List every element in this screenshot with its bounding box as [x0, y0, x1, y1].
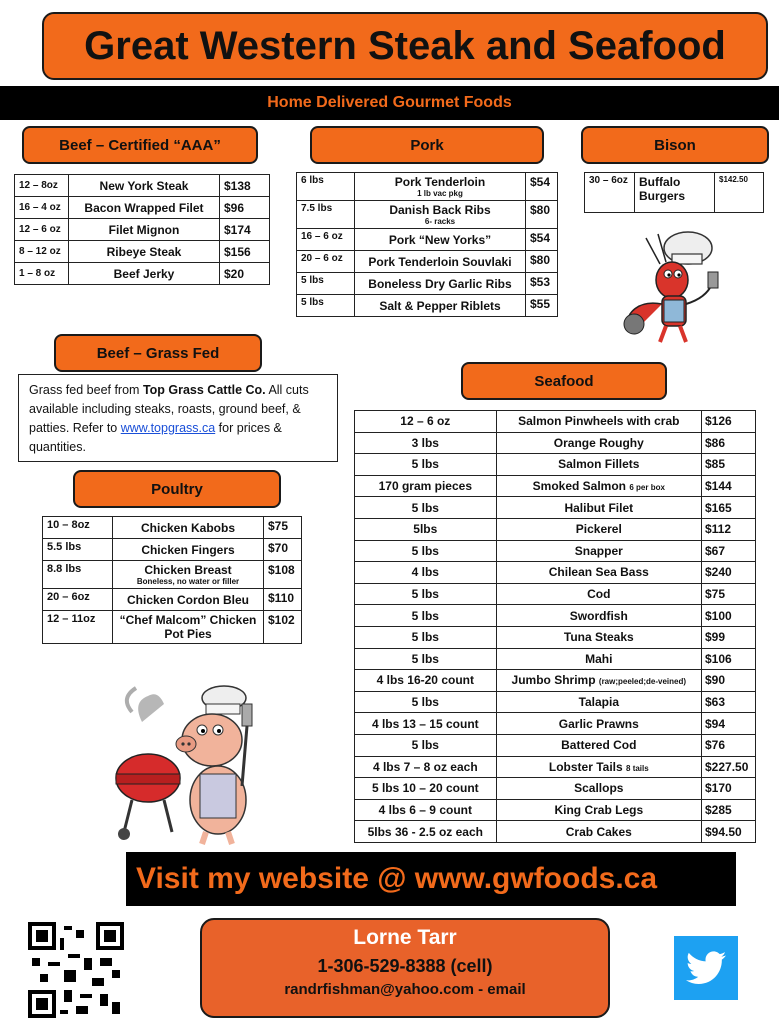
name-cell: Buffalo Burgers	[635, 173, 715, 213]
price-cell: $110	[264, 589, 302, 611]
item-name: Salmon Fillets	[558, 457, 640, 472]
page-title: Great Western Steak and Seafood	[42, 12, 768, 80]
qty-cell: 4 lbs 16-20 count	[355, 670, 497, 692]
item-name: Pork Tenderloin Souvlaki	[368, 254, 512, 269]
price-cell: $54	[526, 229, 558, 251]
table-row	[355, 432, 756, 454]
price-cell: $142.50	[715, 173, 764, 213]
beef-aaa-heading: Beef – Certified “AAA”	[22, 126, 258, 164]
table-row	[355, 518, 756, 540]
item-name: Tuna Steaks	[563, 630, 634, 645]
qty-cell: 6 lbs	[297, 173, 355, 201]
item-name: Pork “New Yorks”	[388, 232, 492, 247]
table-row	[355, 562, 756, 584]
price-cell: $86	[702, 432, 756, 454]
table-row	[355, 583, 756, 605]
item-name: Pork Tenderloin	[394, 175, 486, 189]
qty-cell: 170 gram pieces	[355, 475, 497, 497]
qty-cell: 5 lbs	[355, 497, 497, 519]
item-name: Swordfish	[569, 608, 628, 623]
item-name: Mahi	[585, 651, 613, 666]
table-row	[355, 734, 756, 756]
item-note: 6 per box	[629, 483, 665, 493]
grass-fed-company: Top Grass Cattle Co.	[142, 383, 266, 397]
name-cell	[496, 497, 701, 519]
qty-cell: 5 lbs	[297, 273, 355, 295]
item-name: King Crab Legs	[554, 802, 644, 817]
grass-fed-text-2: All cuts available including steaks, roasts, ground beef, & patties. Refer to	[29, 383, 309, 435]
qty-cell: 12 – 6 oz	[15, 219, 69, 241]
price-cell: $96	[220, 197, 270, 219]
qty-cell: 5 lbs	[355, 540, 497, 562]
qty-cell: 16 – 4 oz	[15, 197, 69, 219]
qty-cell: 5 lbs	[355, 454, 497, 476]
qty-cell: 5 lbs	[355, 583, 497, 605]
table-row	[355, 540, 756, 562]
qty-cell: 5 lbs	[355, 648, 497, 670]
item-name: Lobster Tails	[548, 759, 623, 774]
qty-cell: 4 lbs 7 – 8 oz each	[355, 756, 497, 778]
name-cell	[496, 734, 701, 756]
table-row	[15, 219, 270, 241]
item-name: Orange Roughy	[553, 435, 644, 450]
item-note: 8 tails	[626, 763, 649, 773]
table-row	[355, 475, 756, 497]
bison-table	[584, 172, 764, 213]
price-cell: $67	[702, 540, 756, 562]
name-cell	[496, 583, 701, 605]
pork-table	[296, 172, 558, 317]
qty-cell: 5.5 lbs	[43, 539, 113, 561]
name-cell	[496, 799, 701, 821]
qty-cell: 1 – 8 oz	[15, 263, 69, 285]
item-name: Battered Cod	[561, 738, 637, 753]
table-row	[355, 454, 756, 476]
table-row	[585, 173, 764, 213]
qty-cell: 12 – 8oz	[15, 175, 69, 197]
price-cell: $75	[264, 517, 302, 539]
qty-cell: 12 – 6 oz	[355, 411, 497, 433]
table-row	[43, 561, 302, 589]
item-name: Talapia	[578, 695, 620, 710]
table-row	[15, 241, 270, 263]
table-row	[15, 263, 270, 285]
name-cell	[496, 432, 701, 454]
price-cell: $144	[702, 475, 756, 497]
table-row	[43, 539, 302, 561]
qty-cell: 8.8 lbs	[43, 561, 113, 589]
price-cell: $63	[702, 691, 756, 713]
qty-cell: 20 – 6 oz	[297, 251, 355, 273]
price-cell: $20	[220, 263, 270, 285]
price-cell: $55	[526, 295, 558, 317]
grass-fed-heading: Beef – Grass Fed	[54, 334, 262, 372]
price-cell: $174	[220, 219, 270, 241]
table-row	[355, 821, 756, 843]
price-cell: $170	[702, 778, 756, 800]
contact-box	[200, 918, 610, 1018]
name-cell	[355, 173, 526, 201]
name-cell	[113, 517, 264, 539]
lobster-chef-icon	[610, 218, 732, 350]
name-cell	[496, 756, 701, 778]
poultry-table	[42, 516, 302, 644]
qty-cell: 20 – 6oz	[43, 589, 113, 611]
name-cell	[355, 295, 526, 317]
item-note: 1 lb vac pkg	[417, 189, 463, 198]
name-cell	[355, 251, 526, 273]
name-cell	[496, 518, 701, 540]
item-name: Salt & Pepper Riblets	[379, 298, 501, 313]
name-cell	[496, 454, 701, 476]
name-cell	[496, 562, 701, 584]
bison-heading: Bison	[581, 126, 769, 164]
item-name: Ribeye Steak	[106, 244, 182, 259]
price-cell: $80	[526, 251, 558, 273]
item-name: Snapper	[574, 543, 623, 558]
table-row	[297, 251, 558, 273]
item-name: Scallops	[574, 781, 624, 796]
price-cell: $85	[702, 454, 756, 476]
qty-cell: 12 – 11oz	[43, 611, 113, 644]
qty-cell: 30 – 6oz	[585, 173, 635, 213]
name-cell	[69, 219, 220, 241]
item-note: 6- racks	[424, 217, 456, 226]
contact-phone: 1-306-529-8388 (cell)	[317, 956, 493, 976]
item-name: Crab Cakes	[565, 824, 632, 839]
name-cell	[496, 713, 701, 735]
topgrass-link[interactable]: www.topgrass.ca	[120, 421, 216, 435]
name-cell	[496, 605, 701, 627]
qty-cell: 16 – 6 oz	[297, 229, 355, 251]
twitter-bird-icon	[686, 951, 726, 985]
price-cell: $53	[526, 273, 558, 295]
item-note: (raw;peeled;de-veined)	[598, 677, 687, 687]
name-cell	[496, 670, 701, 692]
item-name: Chicken Fingers	[141, 542, 235, 557]
name-cell	[496, 411, 701, 433]
price-cell: $90	[702, 670, 756, 692]
item-name: Beef Jerky	[113, 266, 175, 281]
price-cell: $240	[702, 562, 756, 584]
qty-cell: 7.5 lbs	[297, 201, 355, 229]
table-row	[297, 295, 558, 317]
qty-cell: 8 – 12 oz	[15, 241, 69, 263]
item-name: Jumbo Shrimp	[511, 673, 596, 688]
qty-cell: 5 lbs	[355, 691, 497, 713]
table-row	[355, 713, 756, 735]
qty-cell: 5 lbs	[297, 295, 355, 317]
price-cell: $165	[702, 497, 756, 519]
twitter-button[interactable]	[674, 936, 738, 1000]
poultry-heading: Poultry	[73, 470, 281, 508]
qr-code-icon	[28, 922, 124, 1018]
table-row	[355, 648, 756, 670]
item-name: Salmon Pinwheels with crab	[518, 414, 680, 429]
price-cell: $99	[702, 626, 756, 648]
qty-cell: 3 lbs	[355, 432, 497, 454]
qty-cell: 4 lbs 6 – 9 count	[355, 799, 497, 821]
name-cell	[496, 626, 701, 648]
item-name: Halibut Filet	[564, 500, 634, 515]
item-name: New York Steak	[99, 178, 189, 193]
contact-email: randrfishman@yahoo.com - email	[284, 981, 526, 998]
price-cell: $285	[702, 799, 756, 821]
name-cell	[496, 475, 701, 497]
qty-cell: 5 lbs	[355, 626, 497, 648]
qty-cell: 5 lbs	[355, 734, 497, 756]
name-cell	[113, 561, 264, 589]
seafood-heading: Seafood	[461, 362, 667, 400]
pig-chef-bbq-icon	[102, 682, 270, 846]
price-cell: $80	[526, 201, 558, 229]
price-cell: $94	[702, 713, 756, 735]
item-name: Filet Mignon	[108, 222, 180, 237]
price-cell: $138	[220, 175, 270, 197]
beef-aaa-table	[14, 174, 270, 285]
item-name: Pickerel	[575, 522, 622, 537]
item-name: Smoked Salmon	[532, 479, 627, 494]
price-cell: $75	[702, 583, 756, 605]
price-cell: $112	[702, 518, 756, 540]
item-name: “Chef Malcom” Chicken Pot Pies	[119, 613, 257, 641]
name-cell	[113, 589, 264, 611]
table-row	[43, 517, 302, 539]
qty-cell: 5 lbs	[355, 605, 497, 627]
tagline-bar: Home Delivered Gourmet Foods	[0, 86, 779, 120]
item-name: Chilean Sea Bass	[548, 565, 649, 580]
grass-fed-text-3: for prices & quantities.	[29, 421, 282, 454]
table-row	[15, 197, 270, 219]
seafood-table	[354, 410, 756, 843]
table-row	[297, 201, 558, 229]
table-row	[355, 626, 756, 648]
item-name: Garlic Prawns	[558, 716, 639, 731]
name-cell	[496, 691, 701, 713]
name-cell	[355, 201, 526, 229]
name-cell	[355, 273, 526, 295]
table-row	[355, 799, 756, 821]
name-cell	[69, 175, 220, 197]
qty-cell: 5lbs 36 - 2.5 oz each	[355, 821, 497, 843]
name-cell	[69, 263, 220, 285]
table-row	[355, 670, 756, 692]
table-row	[355, 497, 756, 519]
item-name: Chicken Cordon Bleu	[126, 592, 249, 607]
table-row	[355, 691, 756, 713]
price-cell: $227.50	[702, 756, 756, 778]
qty-cell: 4 lbs 13 – 15 count	[355, 713, 497, 735]
contact-name: Lorne Tarr	[353, 926, 457, 949]
table-row	[355, 778, 756, 800]
price-cell: $54	[526, 173, 558, 201]
name-cell	[69, 197, 220, 219]
name-cell	[113, 539, 264, 561]
name-cell	[496, 648, 701, 670]
price-cell: $100	[702, 605, 756, 627]
qty-cell: 5lbs	[355, 518, 497, 540]
table-row	[297, 273, 558, 295]
price-cell: $102	[264, 611, 302, 644]
price-cell: $94.50	[702, 821, 756, 843]
price-cell: $126	[702, 411, 756, 433]
name-cell	[355, 229, 526, 251]
price-cell: $76	[702, 734, 756, 756]
name-cell	[496, 778, 701, 800]
table-row	[297, 229, 558, 251]
item-name: Danish Back Ribs	[389, 203, 491, 217]
item-name: Boneless Dry Garlic Ribs	[368, 276, 512, 291]
name-cell	[113, 611, 264, 644]
grass-fed-description	[18, 374, 338, 462]
price-cell: $156	[220, 241, 270, 263]
table-row	[355, 605, 756, 627]
item-name: Chicken Breast	[144, 563, 232, 577]
item-note: Boneless, no water or filler	[136, 577, 240, 586]
grass-fed-text-1: Grass fed beef from	[29, 383, 143, 397]
table-row	[355, 756, 756, 778]
table-row	[355, 411, 756, 433]
qty-cell: 5 lbs 10 – 20 count	[355, 778, 497, 800]
table-row	[43, 589, 302, 611]
price-cell: $70	[264, 539, 302, 561]
price-cell: $106	[702, 648, 756, 670]
qty-cell: 4 lbs	[355, 562, 497, 584]
qty-cell: 10 – 8oz	[43, 517, 113, 539]
pork-heading: Pork	[310, 126, 544, 164]
item-name: Chicken Kabobs	[140, 520, 236, 535]
table-row	[297, 173, 558, 201]
item-name: Bacon Wrapped Filet	[84, 200, 204, 215]
price-cell: $108	[264, 561, 302, 589]
table-row	[43, 611, 302, 644]
name-cell	[496, 540, 701, 562]
table-row	[15, 175, 270, 197]
name-cell	[69, 241, 220, 263]
website-banner: Visit my website @ www.gwfoods.ca	[126, 852, 736, 906]
item-name: Cod	[587, 587, 611, 602]
name-cell	[496, 821, 701, 843]
